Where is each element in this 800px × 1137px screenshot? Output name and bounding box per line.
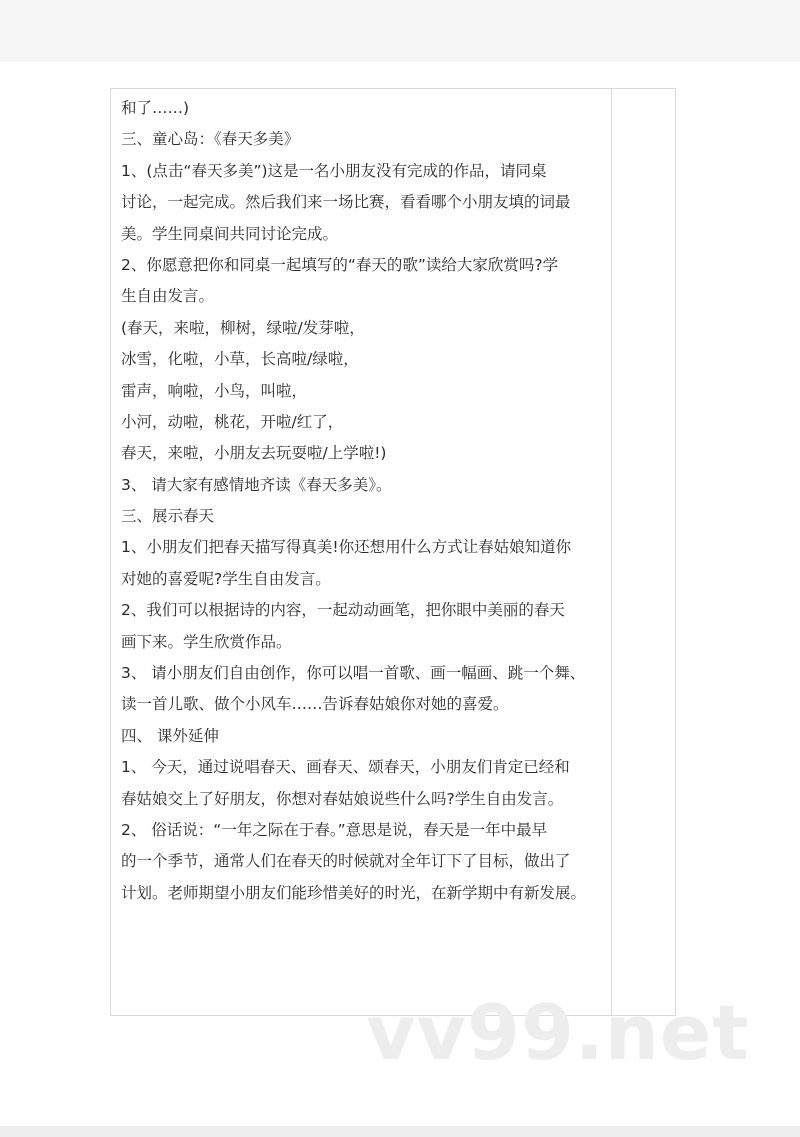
section-heading: 三、展示春天 — [121, 507, 215, 526]
section-heading: 三、童心岛：《春天多美》 — [121, 130, 300, 149]
text-line: 画下来。学生欣赏作品。 — [121, 632, 292, 651]
site-watermark: vv99.net — [366, 988, 750, 1077]
text-line: 读一首儿歌、做个小风车……告诉春姑娘你对她的喜爱。 — [121, 695, 509, 714]
text-line: 1、小朋友们把春天描写得真美!你还想用什么方式让春姑娘知道你 — [121, 538, 572, 557]
text-line: 春姑娘交上了好朋友，你想对春姑娘说些什么吗?学生自由发言。 — [121, 789, 564, 808]
lesson-content-cell — [121, 93, 613, 909]
text-line: 和了……) — [121, 99, 190, 117]
text-line: 美。学生同桌间共同讨论完成。 — [121, 224, 339, 243]
text-line: 2、你愿意把你和同桌一起填写的“春天的歌”读给大家欣赏吗?学 — [121, 255, 559, 274]
viewer-bottom-band — [0, 1126, 800, 1137]
text-line: 讨论，一起完成。然后我们来一场比赛，看看哪个小朋友填的词最 — [121, 193, 571, 212]
poem-line: 小河，动啦，桃花，开啦/红了， — [121, 412, 344, 431]
text-line: 3、 请小朋友们自由创作，你可以唱一首歌、画一幅画、跳一个舞、 — [121, 664, 586, 683]
text-line: 对她的喜爱呢?学生自由发言。 — [121, 569, 331, 588]
text-line: 3、 请大家有感情地齐读《春天多美》。 — [121, 475, 392, 494]
text-line: 2、我们可以根据诗的内容，一起动动画笔，把你眼中美丽的春天 — [121, 601, 565, 620]
text-line: 的一个季节，通常人们在春天的时候就对全年订下了目标，做出了 — [121, 852, 571, 871]
poem-line: 冰雪，化啦，小草，长高啦/绿啦， — [121, 350, 359, 369]
text-line: 计划。老师期望小朋友们能珍惜美好的时光，在新学期中有新发展。 — [121, 883, 587, 902]
poem-line: 雷声，响啦，小鸟，叫啦， — [121, 381, 308, 400]
text-line: 1、(点击“春天多美”)这是一名小朋友没有完成的作品，请同桌 — [121, 161, 547, 180]
poem-line: (春天，来啦，柳树，绿啦/发芽啦， — [121, 318, 365, 337]
section-heading: 四、 课外延伸 — [121, 726, 219, 745]
viewer-top-band — [0, 0, 800, 62]
text-line: 2、 俗话说：“一年之际在于春。”意思是说，春天是一年中最早 — [121, 820, 548, 839]
text-line: 1、 今天，通过说唱春天、画春天、颂春天，小朋友们肯定已经和 — [121, 758, 570, 777]
text-line: 生自由发言。 — [121, 287, 215, 306]
poem-line: 春天，来啦，小朋友去玩耍啦/上学啦!) — [121, 444, 387, 463]
